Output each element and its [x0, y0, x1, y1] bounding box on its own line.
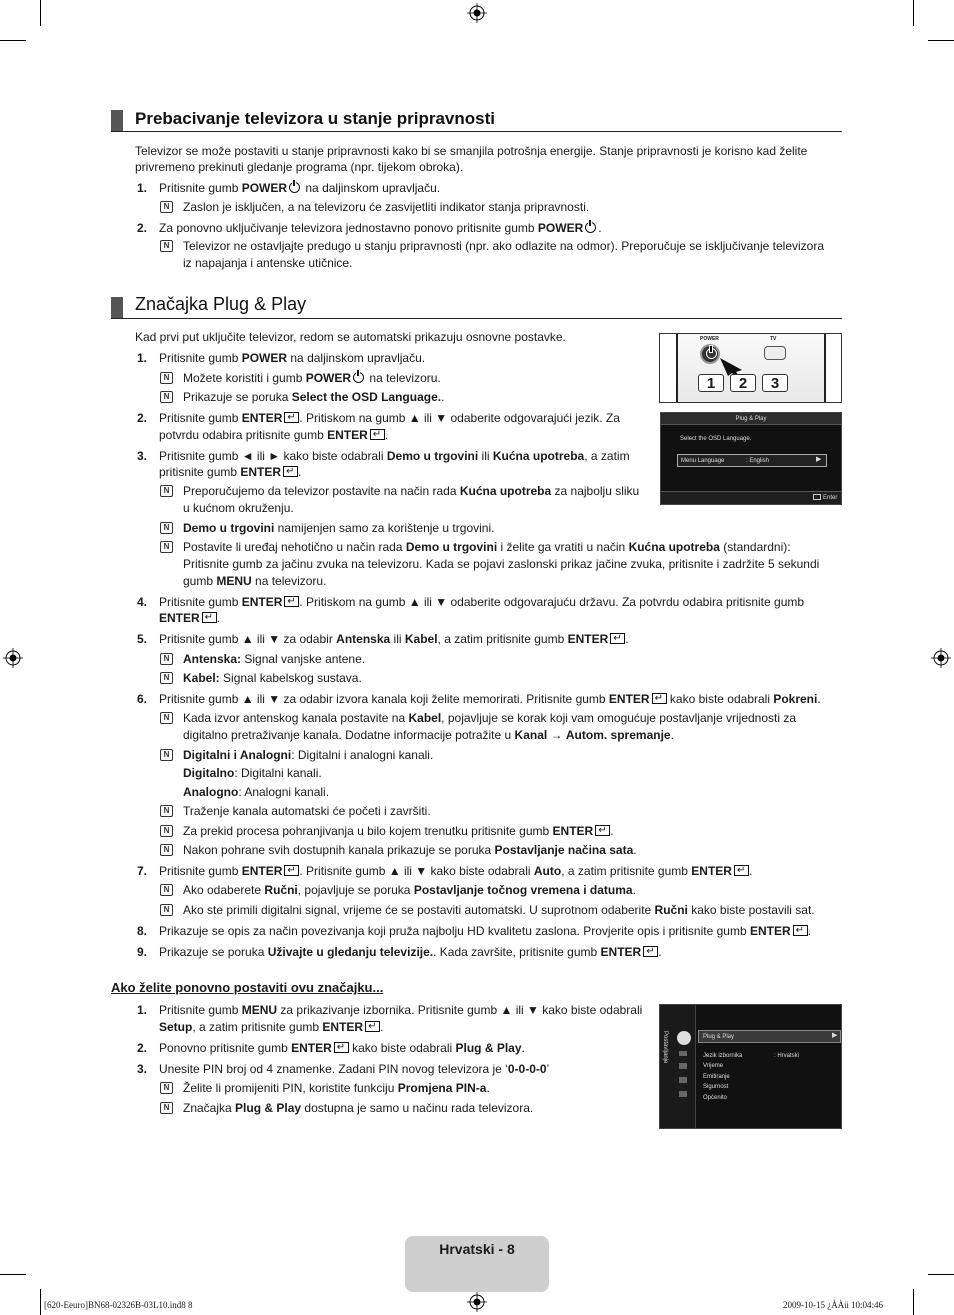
power-icon [353, 372, 364, 383]
note-icon: N [160, 522, 173, 534]
pp-note-3b: Demo u trgovini namijenjen samo za korištenje u trgovini. [183, 521, 495, 535]
footer-date-info: 2009-10-15 ¿ÀÀü 10:04:46 [783, 1300, 883, 1310]
pp-note-6b-digital: Digitalno: Digitalni kanali. [183, 766, 322, 780]
pp-step-6: Pritisnite gumb ▲ ili ▼ za odabir izvora kanala koji želite memorirati. Pritisnite gumb ENTER↵ kako biste odabrali Pokreni. [159, 691, 821, 708]
standby-intro-line1: Televizor se može postaviti u stanje pripravnosti kako bi se smanjila potrošnja energije. Stanje pripravnosti je korisno kad želite [135, 144, 808, 158]
crop-mark [40, 0, 41, 26]
enter-icon [202, 612, 217, 623]
step-number: 1. [137, 1003, 148, 1017]
note-icon: N [160, 1082, 173, 1094]
pp-note-5a: Antenska: Signal vanjske antene. [183, 652, 366, 666]
osd-row-value: : English [746, 458, 770, 464]
enter-icon [284, 865, 299, 876]
reset-step-1b: Setup, a zatim pritisnite gumb ENTER↵ . [159, 1019, 383, 1036]
osd-screenshot [660, 412, 842, 505]
note-icon: N [160, 372, 173, 384]
step-number: 3. [137, 449, 148, 463]
pp-note-6a: Kada izvor antenskog kanala postavite na Kabel, pojavljuje se korak koji vam omogućuje postavljanje vrijednosti za [183, 711, 797, 725]
enter-icon [284, 412, 299, 423]
pp-note-1a: Možete koristiti i gumb POWER na televizoru. [183, 371, 441, 385]
arrow-right-icon: ▶ [832, 1032, 838, 1039]
note-icon: N [160, 485, 173, 497]
standby-note-2b: iz napajanja i antenske utičnice. [183, 256, 353, 270]
enter-icon [334, 1042, 349, 1053]
step-number: 2. [137, 1041, 148, 1055]
step-number: 6. [137, 692, 148, 706]
menu-item-language-value: : Hrvatski [774, 1053, 800, 1059]
power-icon [706, 348, 717, 359]
pp-note-3c-line3: gumb MENU na televizoru. [183, 574, 327, 588]
remote-power-button [700, 344, 720, 364]
note-icon: N [160, 805, 173, 817]
pp-note-7a: Ako odaberete Ručni, pojavljuje se poruka Postavljanje točnog vremena i datuma. [183, 883, 636, 897]
tv-label: TV [770, 336, 777, 342]
section-marker [111, 297, 123, 318]
channel-icon [679, 1063, 687, 1069]
help-icon [679, 1091, 687, 1097]
pp-step-4b: ENTER↵ . [159, 610, 220, 627]
remote-tv-button [764, 346, 786, 360]
pp-note-6b: Digitalni i Analogni: Digitalni i analogni kanali. [183, 748, 434, 762]
enter-icon [793, 925, 808, 936]
step-number: 8. [137, 924, 148, 938]
remote-key-1: 1 [698, 374, 724, 392]
step-number: 2. [137, 221, 148, 235]
standby-step-1: Pritisnite gumb POWER na daljinskom upravljaču. [159, 181, 441, 195]
step-number: 1. [137, 351, 148, 365]
crop-mark [0, 40, 26, 41]
menu-side-label: Postavljanje [662, 1031, 668, 1064]
note-icon: N [160, 844, 173, 856]
reset-note-1: Želite li promijeniti PIN, koristite funkciju Promjena PIN-a. [183, 1081, 490, 1095]
crop-mark [928, 40, 954, 41]
enter-icon [643, 946, 658, 957]
arrow-right-icon: ▶ [816, 456, 822, 463]
page-number: Hrvatski - 8 [439, 1241, 515, 1257]
registration-mark-icon [467, 1292, 487, 1312]
enter-icon [734, 865, 749, 876]
osd-footer [661, 491, 841, 504]
setup-menu-screenshot [659, 1004, 842, 1129]
step-number: 1. [137, 181, 148, 195]
note-icon: N [160, 201, 173, 213]
standby-intro-line2: privremeno prekinuti gledanje programa (npr. tijekom obroka). [135, 160, 464, 174]
reset-note-2: Značajka Plug & Play dostupna je samo u načinu rada televizora. [183, 1101, 534, 1115]
pp-note-5b: Kabel: Signal kabelskog sustava. [183, 671, 362, 685]
section-rule [111, 318, 842, 319]
remote-key-2: 2 [730, 374, 756, 392]
note-icon: N [160, 749, 173, 761]
pp-step-5: Pritisnite gumb ▲ ili ▼ za odabir Antenska ili Kabel, a zatim pritisnite gumb ENTER↵ . [159, 631, 629, 648]
step-number: 5. [137, 632, 148, 646]
registration-mark-icon [467, 3, 487, 23]
osd-title: Plug & Play [661, 413, 841, 425]
enter-icon [610, 633, 625, 644]
remote-body [676, 334, 826, 403]
reset-subheading: Ako želite ponovno postaviti ovu značajku... [111, 980, 384, 995]
osd-enter-label: Enter [823, 495, 838, 501]
footer-file-info: [620-Eeuro]BN68-02326B-03L10.ind8 8 [44, 1300, 193, 1310]
osd-row-label: Menu Language [681, 458, 725, 464]
step-number: 9. [137, 945, 148, 959]
crop-mark [928, 1274, 954, 1275]
enter-icon [283, 466, 298, 477]
pp-note-6c: Traženje kanala automatski će početi i završiti. [183, 804, 431, 818]
section-title-standby: Prebacivanje televizora u stanje pripravnosti [135, 109, 495, 128]
note-icon: N [160, 391, 173, 403]
setup-gear-icon [677, 1031, 691, 1045]
pp-step-8: Prikazuje se opis za način povezivanja koji pruža najbolju HD kvalitetu zaslona. Provjerite opis i pritisnite gumb ENTER↵ . [159, 923, 811, 940]
standby-step-2: Za ponovno uključivanje televizora jednostavno ponovo pritisnite gumb POWER . [159, 221, 602, 235]
menu-sidebar [660, 1005, 696, 1128]
note-icon: N [160, 240, 173, 252]
enter-icon [595, 825, 610, 836]
pp-note-3c: Postavite li uređaj nehotično u način rada Demo u trgovini i želite ga vratiti u način Kućna upotreba (standardni): [183, 540, 791, 554]
note-icon: N [160, 1102, 173, 1114]
registration-mark-icon [3, 648, 23, 668]
plug-play-intro: Kad prvi put uključite televizor, redom se automatski prikazuju osnovne postavke. [135, 330, 566, 344]
pp-step-9: Prikazuje se poruka Uživajte u gledanju televizije.. Kada završite, pritisnite gumb ENTER↵ . [159, 944, 662, 961]
pp-note-1b: Prikazuje se poruka Select the OSD Language.. [183, 390, 445, 404]
pp-step-3b: pritisnite gumb ENTER↵ . [159, 464, 301, 481]
pp-note-6d: Za prekid procesa pohranjivanja u bilo kojem trenutku pritisnite gumb ENTER↵ . [183, 823, 614, 840]
step-number: 7. [137, 864, 148, 878]
pp-note-3a: Preporučujemo da televizor postavite na način rada Kućna upotreba za najbolju sliku [183, 484, 640, 498]
enter-icon [652, 693, 667, 704]
menu-item-time[interactable]: Vrijeme [703, 1063, 724, 1069]
enter-icon [370, 429, 385, 440]
enter-icon [365, 1021, 380, 1032]
pp-note-6b-analog: Analogno: Analogni kanali. [183, 785, 330, 799]
remote-illustration [659, 333, 842, 403]
note-icon: N [160, 672, 173, 684]
enter-icon [813, 494, 821, 500]
input-icon [679, 1077, 687, 1083]
remote-key-3: 3 [762, 374, 788, 392]
note-icon: N [160, 653, 173, 665]
note-icon: N [160, 884, 173, 896]
reset-step-3: Unesite PIN broj od 4 znamenke. Zadani PIN novog televizora je ‘0-0-0-0’ [159, 1062, 550, 1076]
pp-step-3a: Pritisnite gumb ◄ ili ► kako biste odabrali Demo u trgovini ili Kućna upotreba, a zatim [159, 449, 630, 463]
osd-language-row[interactable] [677, 454, 827, 467]
menu-item-security[interactable]: Sigurnost [703, 1084, 729, 1090]
pp-note-6a-cont: digitalno pretraživanje kanala. Dodatne informacije potražite u Kanal → Autom. spremanje. [183, 728, 674, 742]
power-label: POWER [700, 336, 719, 342]
registration-mark-icon [931, 648, 951, 668]
enter-icon [284, 596, 299, 607]
section-marker [111, 110, 123, 131]
pp-note-3c-line2: Pritisnite gumb za jačinu zvuka na televizoru. Kada se pojavi zaslonski prikaz jačine zvuka, pritisnite i zadržite 5 sekundi [183, 557, 820, 571]
reset-step-2: Ponovno pritisnite gumb ENTER↵ kako biste odabrali Plug & Play. [159, 1040, 525, 1057]
osd-prompt: Select the OSD Language. [680, 436, 752, 442]
pp-note-6e: Nakon pohrane svih dostupnih kanala prikazuje se poruka Postavljanje načina sata. [183, 843, 637, 857]
power-icon [289, 182, 300, 193]
note-icon: N [160, 712, 173, 724]
menu-selected-item[interactable] [698, 1030, 841, 1043]
power-icon [585, 222, 596, 233]
step-number: 4. [137, 595, 148, 609]
crop-mark [913, 0, 914, 26]
standby-note-2a: Televizor ne ostavljajte predugo u stanju pripravnosti (npr. ako odlazite na odmor). Preporučuje se isključivanje televizora [183, 239, 825, 253]
note-icon: N [160, 825, 173, 837]
crop-mark [913, 1289, 914, 1315]
crop-mark [0, 1274, 26, 1275]
step-number: 2. [137, 411, 148, 425]
menu-item-language[interactable]: Jezik izbornika [703, 1053, 743, 1059]
section-title-plug-play: Značajka Plug & Play [135, 294, 307, 314]
menu-item-general[interactable]: Općenito [703, 1095, 728, 1101]
step-number: 3. [137, 1062, 148, 1076]
pp-step-7: Pritisnite gumb ENTER↵ . Pritisnite gumb ▲ ili ▼ kako biste odabrali Auto, a zatim pritisnite gumb ENTER↵ . [159, 863, 752, 880]
pp-note-3a-cont: u kućnom okruženju. [183, 501, 294, 515]
note-icon: N [160, 904, 173, 916]
standby-note-1: Zaslon je isključen, a na televizoru će zasvijetliti indikator stanja pripravnosti. [183, 200, 590, 214]
section-rule [111, 131, 842, 132]
pp-step-2b: potvrdu odabira pritisnite gumb ENTER↵ . [159, 427, 388, 444]
menu-item-broadcast[interactable]: Emitiranje [703, 1074, 730, 1080]
reset-step-1a: Pritisnite gumb MENU za prikazivanje izbornika. Pritisnite gumb ▲ ili ▼ kako biste odabrali [159, 1003, 643, 1017]
pp-note-7b: Ako ste primili digitalni signal, vrijeme će se postaviti automatski. U suprotnom odaberite Ručni kako biste postavili sat. [183, 903, 815, 917]
pp-step-2a: Pritisnite gumb ENTER↵ . Pritiskom na gumb ▲ ili ▼ odaberite odgovarajući jezik. Za [159, 410, 620, 427]
crop-mark [40, 1289, 41, 1315]
sound-icon [679, 1051, 687, 1056]
note-icon: N [160, 541, 173, 553]
menu-selected-label: Plug & Play [703, 1034, 735, 1040]
pp-step-1: Pritisnite gumb POWER na daljinskom upravljaču. [159, 351, 426, 365]
pp-step-4a: Pritisnite gumb ENTER↵ . Pritiskom na gumb ▲ ili ▼ odaberite odgovarajuću državu. Za potvrdu odabira pritisnite gumb [159, 594, 804, 611]
